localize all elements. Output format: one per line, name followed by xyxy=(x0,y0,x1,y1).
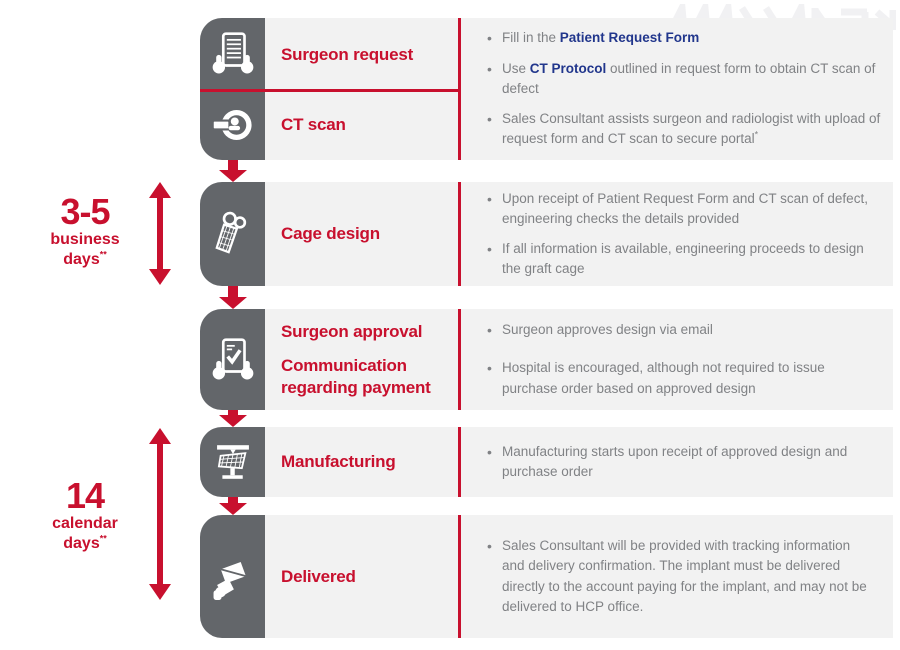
step-bullets xyxy=(461,18,893,160)
surgeon-request-icon xyxy=(200,18,265,89)
duration-value: 14 xyxy=(65,475,105,516)
step-content xyxy=(265,182,893,286)
step-bullets xyxy=(461,182,893,286)
step-block-delivered xyxy=(200,515,893,638)
step-label-surgeon-approval: Surgeon approval xyxy=(281,322,423,342)
bullet-item: • Surgeon approves design via email xyxy=(487,320,882,340)
footnote-marker: ** xyxy=(99,249,107,260)
step-label-manufacturing: Manufacturing xyxy=(281,452,396,472)
footnote-marker: * xyxy=(754,129,759,140)
manufacturing-icon xyxy=(200,427,265,497)
step-block-cage-design xyxy=(200,182,893,286)
cage-design-icon xyxy=(200,182,265,286)
bullet-item: • If all information is available, engineering proceeds to design the graft cage xyxy=(487,239,882,280)
bullet-item: • Sales Consultant will be provided with tracking information and delivery confirmation. The implant must be delivered directly to the account paying for the implant, and may not be delivered to HCP office. xyxy=(487,536,874,617)
double-arrow-3-5-days xyxy=(147,182,173,285)
bullet-item: • Hospital is encouraged, although not required to issue purchase order based on approved design xyxy=(487,358,882,399)
surgeon-approval-icon xyxy=(200,309,265,410)
duration-unit-line2: days** xyxy=(63,533,107,552)
bullet-item: • Use CT Protocol outlined in request form to obtain CT scan of defect xyxy=(487,59,882,100)
bullet-item: • Sales Consultant assists surgeon and radiologist with upload of request form and CT scan to secure portal* xyxy=(487,109,882,150)
step-content xyxy=(265,515,893,638)
step-label-communication-payment: Communication regarding payment xyxy=(281,356,431,397)
flow-arrow-4 xyxy=(219,494,247,515)
step-bullets xyxy=(461,515,893,638)
horizontal-divider xyxy=(200,89,461,92)
duration-unit-line1: business xyxy=(50,231,120,248)
flow-arrow-2 xyxy=(219,283,247,309)
step-block-manufacturing xyxy=(200,427,893,497)
step-block-surgeon-request-ct-scan xyxy=(200,18,893,160)
bullet-item: • Fill in the Patient Request Form xyxy=(487,28,882,48)
step-content xyxy=(265,309,893,410)
footnote-marker: ** xyxy=(99,533,107,544)
duration-unit-line1: calendar xyxy=(52,515,118,532)
step-label-delivered: Delivered xyxy=(281,566,356,586)
duration-14-calendar-days xyxy=(25,475,145,554)
step-bullets xyxy=(461,427,893,497)
step-content xyxy=(265,427,893,497)
delivered-icon xyxy=(200,515,265,638)
step-block-surgeon-approval xyxy=(200,309,893,410)
flow-arrow-1 xyxy=(219,157,247,182)
double-arrow-14-days xyxy=(147,428,173,600)
bullet-item: • Manufacturing starts upon receipt of approved design and purchase order xyxy=(487,442,882,483)
step-bullets xyxy=(461,309,893,410)
duration-3-5-business-days xyxy=(25,191,145,270)
step-label-surgeon-request: Surgeon request xyxy=(281,44,414,64)
ct-scan-icon xyxy=(200,89,265,160)
step-label-cage-design: Cage design xyxy=(281,224,380,244)
patient-request-form-link[interactable]: Patient Request Form xyxy=(559,30,700,46)
duration-unit-line2: days** xyxy=(63,249,107,268)
flow-arrow-3 xyxy=(219,407,247,427)
ct-protocol-link[interactable]: CT Protocol xyxy=(529,60,607,76)
step-label-ct-scan: CT scan xyxy=(281,114,346,134)
duration-value: 3-5 xyxy=(60,191,110,232)
bullet-item: • Upon receipt of Patient Request Form and CT scan of defect, engineering checks the details provided xyxy=(487,189,882,230)
